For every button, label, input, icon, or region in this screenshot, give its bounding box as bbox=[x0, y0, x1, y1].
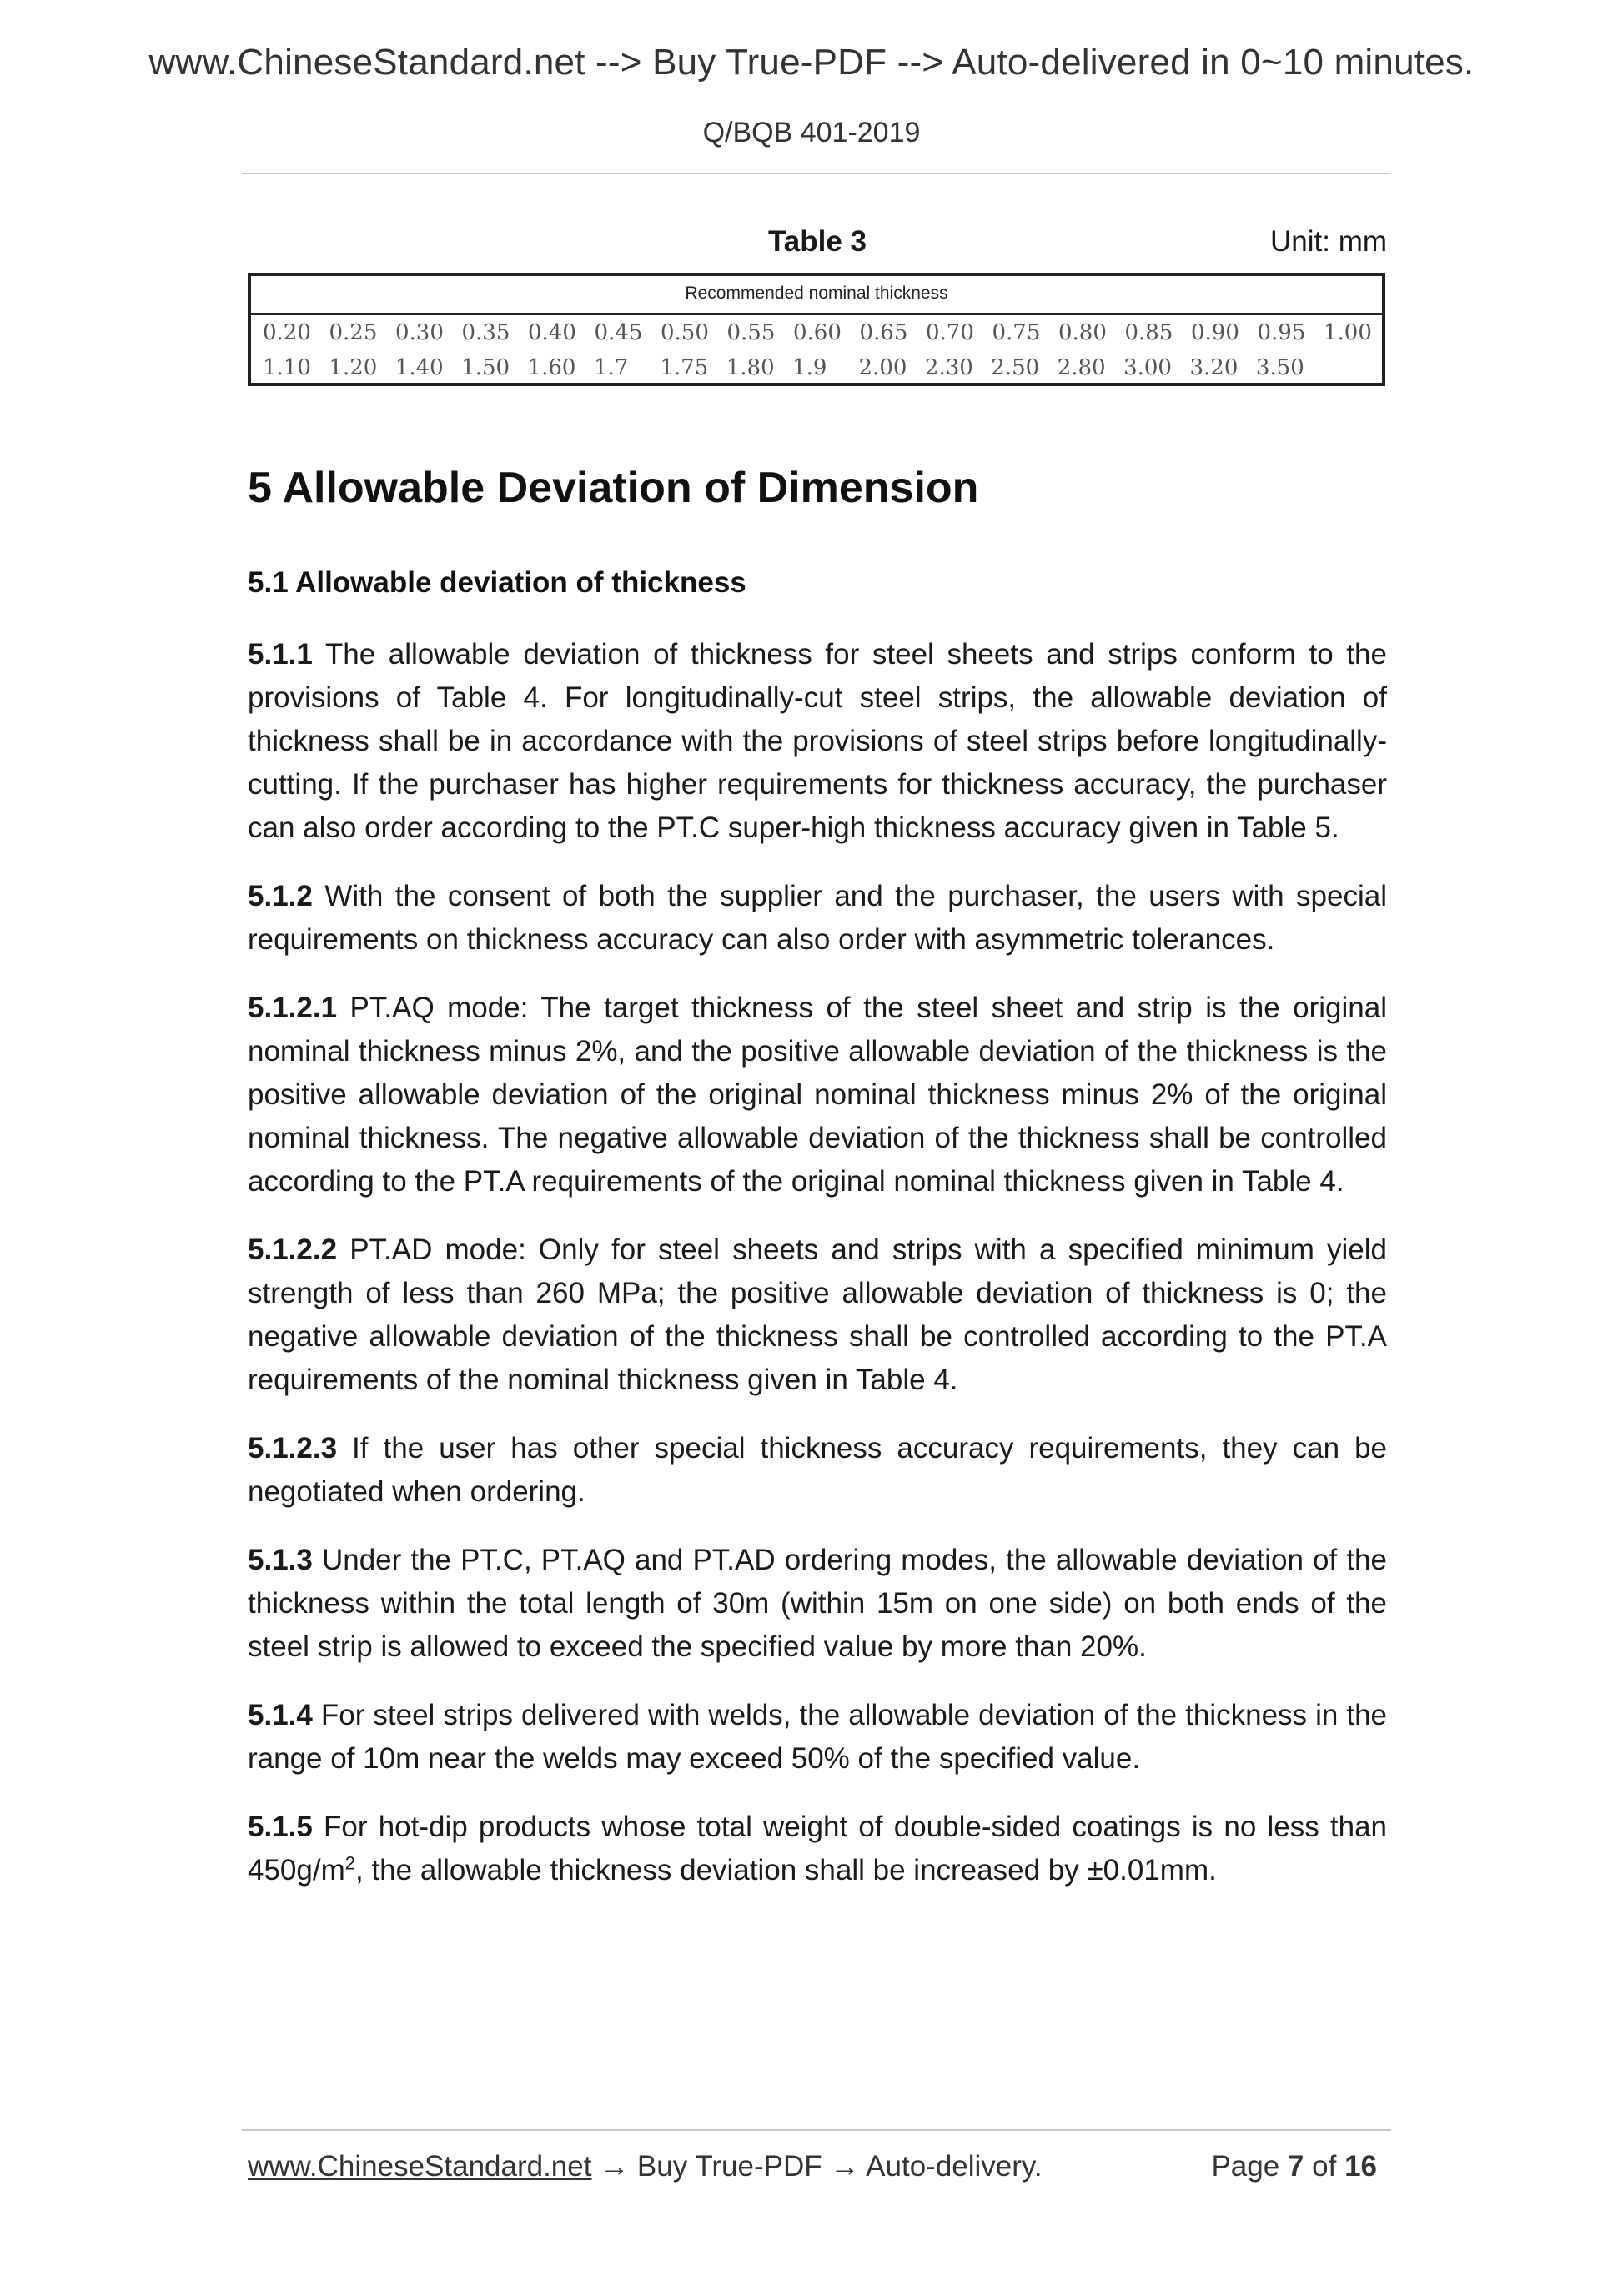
thickness-value: 3.20 bbox=[1189, 355, 1239, 380]
thickness-value: 0.90 bbox=[1191, 320, 1239, 345]
table-caption bbox=[248, 225, 1387, 264]
thickness-value: 0.70 bbox=[926, 320, 974, 345]
thickness-value: 1.10 bbox=[263, 355, 311, 380]
thickness-value: 1.50 bbox=[461, 355, 510, 380]
thickness-value: 2.50 bbox=[991, 355, 1040, 380]
superscript: 2 bbox=[344, 1852, 355, 1874]
table-row bbox=[251, 315, 1382, 350]
clause-number: 5.1.4 bbox=[248, 1699, 313, 1731]
thickness-value: 1.40 bbox=[394, 355, 444, 380]
clause-text: PT.AQ mode: The target thickness of the steel sheet and strip is the original nominal thickness minus 2%, and the positive allowable deviation of the thickness is the positive allowable deviation of the original nominal thickness minus 2% of the original nominal thickness. The negative allowable deviation of the thickness shall be controlled according to the PT.A requirements of the original nominal thickness given in Table 4. bbox=[248, 992, 1387, 1198]
paragraph bbox=[248, 875, 1387, 962]
clause-number: 5.1.2.3 bbox=[248, 1432, 338, 1465]
clause-text: With the consent of both the supplier and the purchaser, the users with special requirements on thickness accuracy can also order with asymmetric tolerances. bbox=[248, 880, 1387, 956]
thickness-value: 1.00 bbox=[1324, 320, 1372, 345]
thickness-value: 1.80 bbox=[726, 355, 775, 380]
paragraph bbox=[248, 1427, 1387, 1514]
clause-text: Under the PT.C, PT.AQ and PT.AD ordering modes, the allowable deviation of the thickness within the total length of 30m (within 15m on one side) on both ends of the steel strip is allowed to exceed the specified value by more than 20%. bbox=[248, 1544, 1387, 1663]
table-title: Table 3 bbox=[767, 225, 867, 258]
clause-number: 5.1.3 bbox=[248, 1544, 313, 1576]
thickness-value: 0.50 bbox=[661, 320, 709, 345]
clause-number: 5.1.5 bbox=[248, 1811, 313, 1843]
clause-text: If the user has other special thickness accuracy requirements, they can be negotiated when ordering. bbox=[248, 1432, 1387, 1508]
thickness-value: 0.20 bbox=[263, 320, 311, 345]
page-label: Page bbox=[1211, 2150, 1280, 2183]
thickness-value: 3.50 bbox=[1255, 355, 1304, 380]
paragraph bbox=[248, 1806, 1387, 1892]
thickness-value: 0.25 bbox=[329, 320, 378, 345]
clause-number: 5.1.1 bbox=[248, 638, 313, 671]
clause-text: For hot-dip products whose total weight of double-sided coatings is no less than 450g/m bbox=[248, 1811, 1387, 1887]
subsection-title: 5.1 Allowable deviation of thickness bbox=[248, 566, 746, 599]
website-link[interactable]: www.ChineseStandard.net bbox=[248, 2150, 592, 2183]
clause-number: 5.1.2.2 bbox=[248, 1233, 338, 1266]
paragraph bbox=[248, 987, 1387, 1203]
clause-text: For steel strips delivered with welds, the allowable deviation of the thickness in the range of 10m near the welds may exceed 50% of the specified value. bbox=[248, 1699, 1387, 1775]
of-label: of bbox=[1312, 2150, 1337, 2183]
thickness-value: 0.35 bbox=[461, 320, 510, 345]
thickness-table bbox=[248, 273, 1385, 386]
thickness-value: 0.60 bbox=[793, 320, 842, 345]
clause-number: 5.1.2 bbox=[248, 880, 313, 912]
thickness-value: 1.20 bbox=[329, 355, 378, 380]
footer-divider bbox=[242, 2129, 1391, 2131]
section-title: 5 Allowable Deviation of Dimension bbox=[248, 464, 979, 512]
paragraph bbox=[248, 633, 1387, 850]
thickness-value: 1.7 bbox=[593, 355, 629, 380]
paragraph bbox=[248, 1694, 1387, 1781]
page-number: 7 bbox=[1287, 2150, 1304, 2183]
paragraph-list bbox=[248, 633, 1387, 1781]
clause-text: PT.AD mode: Only for steel sheets and strips with a specified minimum yield strength of less than 260 MPa; the positive allowable deviation of thickness is 0; the negative allowable deviation of the thickness shall be controlled according to the PT.A requirements of the nominal thickness given in Table 4. bbox=[248, 1233, 1387, 1396]
footer-left bbox=[248, 2150, 1043, 2183]
document-id: Q/BQB 401-2019 bbox=[702, 117, 921, 148]
document-body bbox=[248, 455, 1387, 1892]
thickness-value: 0.80 bbox=[1058, 320, 1107, 345]
thickness-value: 0.85 bbox=[1124, 320, 1173, 345]
paragraph bbox=[248, 1539, 1387, 1669]
thickness-value: 0.30 bbox=[395, 320, 444, 345]
table-header: Recommended nominal thickness bbox=[251, 276, 1382, 315]
thickness-value: 2.80 bbox=[1057, 355, 1106, 380]
thickness-value: 0.45 bbox=[594, 320, 643, 345]
thickness-value: 1.60 bbox=[527, 355, 576, 380]
table-row bbox=[251, 350, 1382, 385]
thickness-value: 0.65 bbox=[859, 320, 908, 345]
table-unit: Unit: mm bbox=[1270, 225, 1387, 258]
thickness-value: 2.30 bbox=[924, 355, 973, 380]
thickness-value: 1.9 bbox=[792, 355, 827, 380]
thickness-value: 1.75 bbox=[660, 355, 709, 380]
thickness-value: 0.55 bbox=[726, 320, 776, 345]
page-indicator bbox=[1211, 2150, 1377, 2183]
paragraph bbox=[248, 1228, 1387, 1402]
thickness-value: 0.40 bbox=[528, 320, 576, 345]
footer bbox=[248, 2150, 1387, 2192]
header-divider bbox=[242, 173, 1391, 174]
top-banner: www.ChineseStandard.net --> Buy True-PDF --> Auto-delivered in 0~10 minutes. bbox=[148, 42, 1475, 83]
clause-text: The allowable deviation of thickness for steel sheets and strips conform to the provisions of Table 4. For longitudinally-cut steel strips, the allowable deviation of thickness shall be in accordance with the provisions of steel strips before longitudinally-cutting. If the purchaser has higher requirements for thickness accuracy, the purchaser can also order according to the PT.C super-high thickness accuracy given in Table 5. bbox=[248, 638, 1387, 844]
thickness-value: 0.95 bbox=[1257, 320, 1306, 345]
page-total: 16 bbox=[1344, 2150, 1377, 2183]
footer-tagline: → Buy True-PDF → Auto-delivery. bbox=[591, 2150, 1043, 2183]
thickness-value: 2.00 bbox=[858, 355, 907, 380]
clause-number: 5.1.2.1 bbox=[248, 992, 338, 1024]
clause-text: , the allowable thickness deviation shall be increased by ±0.01mm. bbox=[355, 1854, 1217, 1887]
thickness-value: 3.00 bbox=[1123, 355, 1172, 380]
thickness-value: 0.75 bbox=[992, 320, 1041, 345]
